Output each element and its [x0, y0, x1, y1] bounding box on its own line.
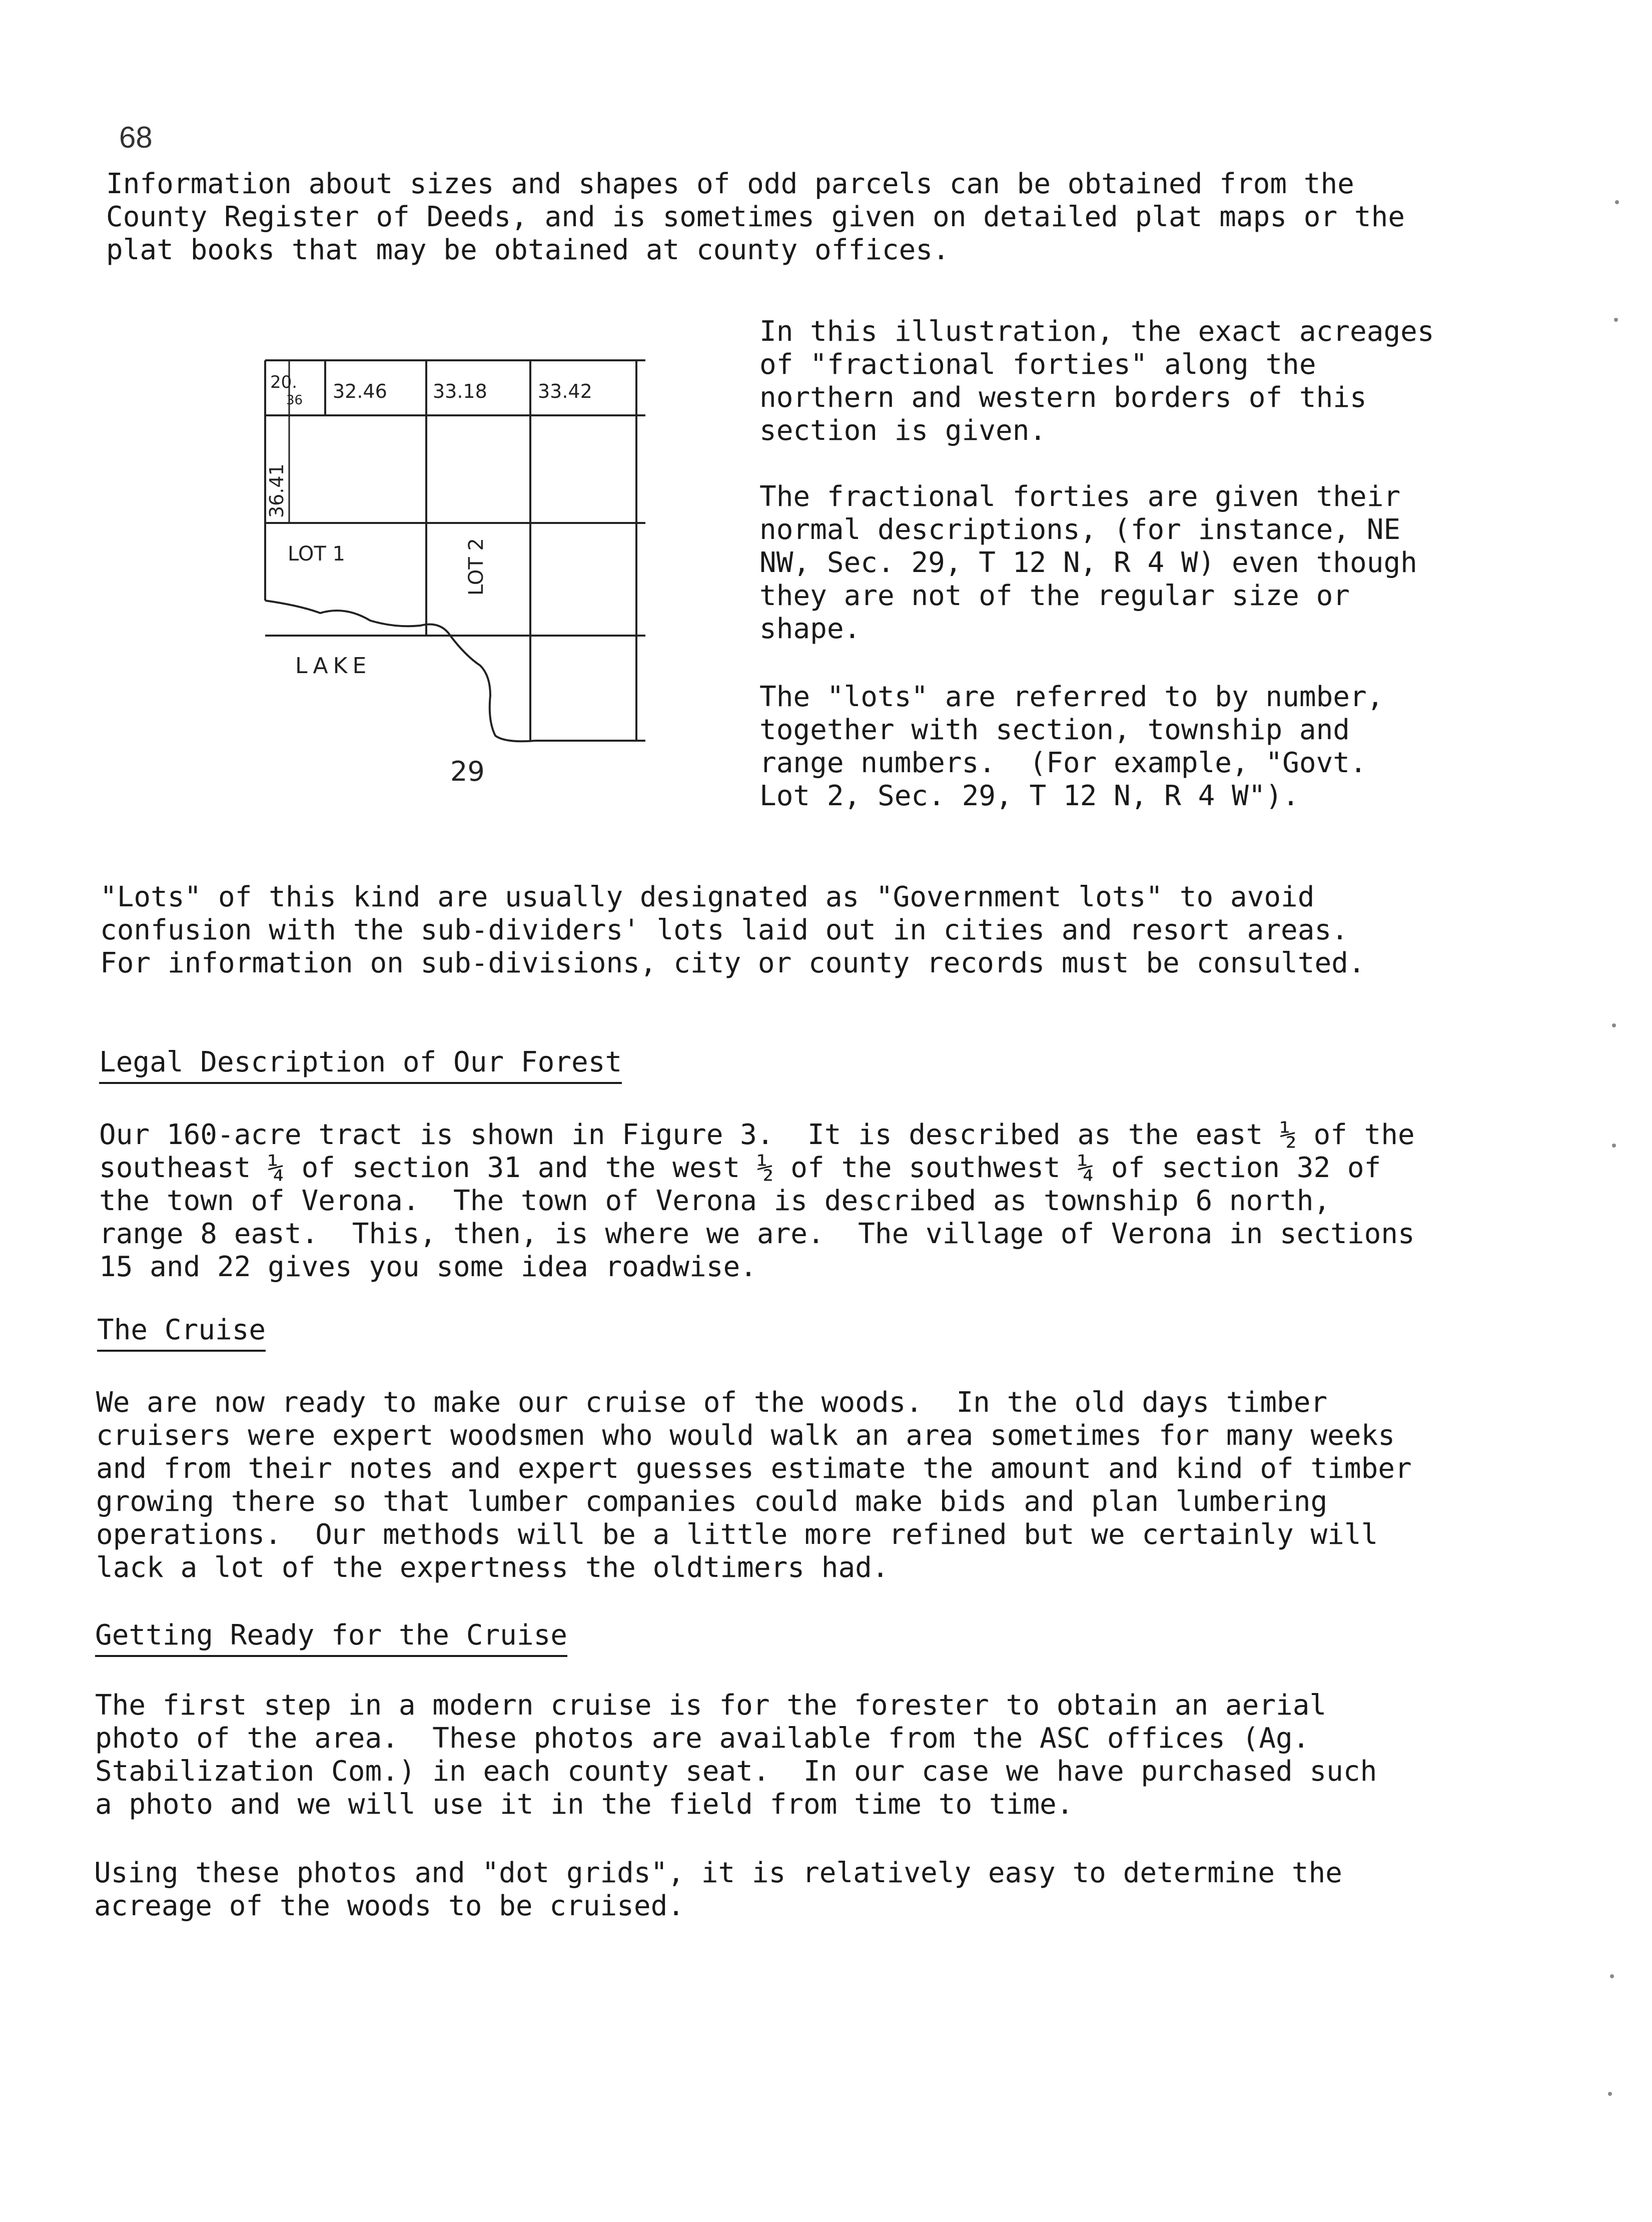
getting-ready-heading: Getting Ready for the Cruise: [95, 1619, 567, 1657]
the-cruise-paragraph: We are now ready to make our cruise of the woods. In the old days timber cruisers were expert woodsmen who would walk an area sometimes for many weeks and from their notes and expert guesses estimate the amount and kind of timber growing there so that lumber companies could make bids and plan lumbering operations. Our methods will be a little more refined but we certainly will lack a lot of the expertness the oldtimers had.: [96, 1386, 1412, 1584]
acreage-col3: 33.18: [433, 380, 487, 402]
section-number: 29: [450, 756, 485, 787]
corner-acreage-bottom: 36: [286, 393, 303, 408]
page-number: 68: [119, 121, 153, 154]
lot2-label: LOT 2: [465, 538, 488, 596]
getting-ready-paragraph-1: The first step in a modern cruise is for the forester to obtain an aerial photo of the area. These photos are available from the ASC offices (Ag. Stabilization Com.) in each county seat. In our case we have purchased such a photo and we will use it in the field from time to time.: [95, 1689, 1377, 1821]
lot1-label: LOT 1: [288, 542, 345, 566]
side-paragraph-illustration: In this illustration, the exact acreages of "fractional forties" along the northern and western borders of this section is given.: [759, 315, 1434, 447]
plat-diagram: [240, 325, 660, 791]
legal-description-paragraph: Our 160-acre tract is shown in Figure 3. It is described as the east ½ of the southeast ¼ of section 31 and the west ½ of the southwest ¼ of section 32 of the town of Verona. The town of Verona is described as township 6 north, range 8 east. This, then, is where we are. The village of Verona in sections 15 and 22 gives you some idea roadwise.: [99, 1119, 1415, 1283]
side-paragraph-descriptions: The fractional forties are given their normal descriptions, (for instance, NE NW, Sec. 29, T 12 N, R 4 W) even though they are not of the regular size or shape.: [759, 480, 1417, 645]
the-cruise-heading: The Cruise: [97, 1314, 266, 1352]
lake-label: LAKE: [295, 653, 372, 679]
margin-mark: [1612, 1144, 1616, 1148]
margin-mark: [1615, 200, 1619, 204]
margin-mark: [1610, 1974, 1614, 1978]
side-paragraph-lots: The "lots" are referred to by number, together with section, township and range numbers. (For example, "Govt. Lot 2, Sec. 29, T 12 N, R 4 W").: [759, 681, 1384, 812]
acreage-col2: 32.46: [333, 380, 387, 402]
margin-mark: [1608, 2092, 1612, 2096]
margin-mark: [1612, 1023, 1616, 1027]
acreage-col4: 33.42: [538, 380, 592, 402]
legal-description-heading: Legal Description of Our Forest: [99, 1046, 622, 1084]
margin-mark: [1614, 318, 1618, 322]
acreage-west-side: 36.41: [266, 463, 288, 518]
intro-paragraph: Information about sizes and shapes of odd parcels can be obtained from the County Register of Deeds, and is sometimes given on detailed plat maps or the plat books that may be obtained at county offices.: [106, 168, 1405, 266]
corner-acreage-top: 20.: [270, 372, 298, 392]
government-lots-paragraph: "Lots" of this kind are usually designated as "Government lots" to avoid confusion with the sub-dividers' lots laid out in cities and resort areas. For information on sub-divisions, city or county records must be consulted.: [100, 881, 1365, 979]
getting-ready-paragraph-2: Using these photos and "dot grids", it is relatively easy to determine the acreage of the woods to be cruised.: [94, 1857, 1342, 1922]
